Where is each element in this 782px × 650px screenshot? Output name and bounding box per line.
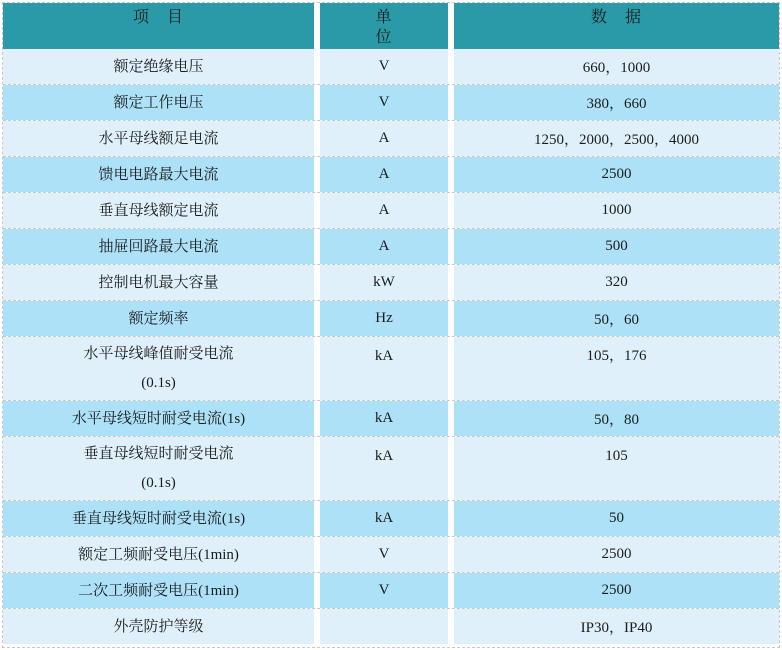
item-cell <box>3 121 314 156</box>
data-cell: IP30，IP40 <box>454 609 779 644</box>
header-item-label: 项 目 <box>132 9 184 26</box>
unit-cell: A <box>320 229 448 264</box>
item-label: 二次工频耐受电压(1min) <box>78 582 239 599</box>
item-cell <box>3 573 314 608</box>
table-row <box>3 192 779 228</box>
unit-cell: V <box>320 537 448 572</box>
item-cell <box>3 337 314 400</box>
data-cell: 50，80 <box>454 401 779 436</box>
data-cell: 660，1000 <box>454 49 779 84</box>
data-cell: 105 <box>454 437 779 500</box>
table-row <box>3 436 779 500</box>
table-row <box>3 500 779 536</box>
unit-cell <box>320 609 448 644</box>
unit-cell: kA <box>320 401 448 436</box>
item-label-line2: (0.1s) <box>141 375 176 391</box>
table-row <box>3 336 779 400</box>
item-cell <box>3 193 314 228</box>
data-cell: 50，60 <box>454 301 779 336</box>
table-row <box>3 49 779 84</box>
header-cell-item <box>3 3 314 49</box>
item-label: 馈电电路最大电流 <box>98 166 219 183</box>
unit-cell: A <box>320 121 448 156</box>
item-cell <box>3 501 314 536</box>
item-label: 额定工频耐受电压(1min) <box>78 546 239 563</box>
unit-cell: A <box>320 157 448 192</box>
header-cell-data <box>454 3 779 49</box>
item-cell <box>3 49 314 84</box>
data-cell: 500 <box>454 229 779 264</box>
item-label: 抽屉回路最大电流 <box>98 238 219 255</box>
data-cell: 50 <box>454 501 779 536</box>
table-row <box>3 120 779 156</box>
unit-cell: V <box>320 49 448 84</box>
item-label: 控制电机最大容量 <box>98 274 219 291</box>
item-label-line2: (0.1s) <box>141 475 176 491</box>
table-row <box>3 264 779 300</box>
data-cell: 2500 <box>454 573 779 608</box>
data-cell: 105，176 <box>454 337 779 400</box>
item-label: 水平母线峰值耐受电流 <box>83 346 234 362</box>
item-label: 额定工作电压 <box>113 94 204 111</box>
item-cell <box>3 437 314 500</box>
unit-cell: kA <box>320 337 448 400</box>
header-cell-unit <box>320 3 448 49</box>
table-row <box>3 228 779 264</box>
table-row <box>3 84 779 120</box>
item-label: 外壳防护等级 <box>113 618 204 635</box>
spec-table <box>2 2 780 648</box>
unit-cell: kA <box>320 501 448 536</box>
unit-cell: Hz <box>320 301 448 336</box>
item-label: 水平母线短时耐受电流(1s) <box>71 410 246 427</box>
item-label: 垂直母线短时耐受电流(1s) <box>71 510 246 527</box>
table-row <box>3 572 779 608</box>
data-cell: 320 <box>454 265 779 300</box>
table-row <box>3 536 779 572</box>
item-label: 水平母线额足电流 <box>98 130 219 147</box>
data-cell: 2500 <box>454 157 779 192</box>
data-cell: 1000 <box>454 193 779 228</box>
data-cell: 380，660 <box>454 85 779 120</box>
data-cell: 1250，2000，2500，4000 <box>454 121 779 156</box>
unit-cell: kA <box>320 437 448 500</box>
item-label: 额定频率 <box>128 310 189 327</box>
item-label: 垂直母线额定电流 <box>98 202 219 219</box>
unit-cell: A <box>320 193 448 228</box>
item-cell <box>3 609 314 644</box>
unit-cell: V <box>320 85 448 120</box>
item-label: 额定绝缘电压 <box>113 58 204 75</box>
item-cell <box>3 85 314 120</box>
item-cell <box>3 301 314 336</box>
table-row <box>3 156 779 192</box>
table-header-row <box>3 3 779 49</box>
header-data-label: 数 据 <box>590 9 642 26</box>
table-row <box>3 300 779 336</box>
item-cell <box>3 157 314 192</box>
unit-cell: kW <box>320 265 448 300</box>
item-label: 垂直母线短时耐受电流 <box>83 446 234 462</box>
table-row <box>3 608 779 644</box>
item-cell <box>3 537 314 572</box>
unit-cell: V <box>320 573 448 608</box>
header-unit-label: 单位 <box>375 9 393 46</box>
item-cell <box>3 401 314 436</box>
item-cell <box>3 229 314 264</box>
item-cell <box>3 265 314 300</box>
data-cell: 2500 <box>454 537 779 572</box>
table-row <box>3 400 779 436</box>
